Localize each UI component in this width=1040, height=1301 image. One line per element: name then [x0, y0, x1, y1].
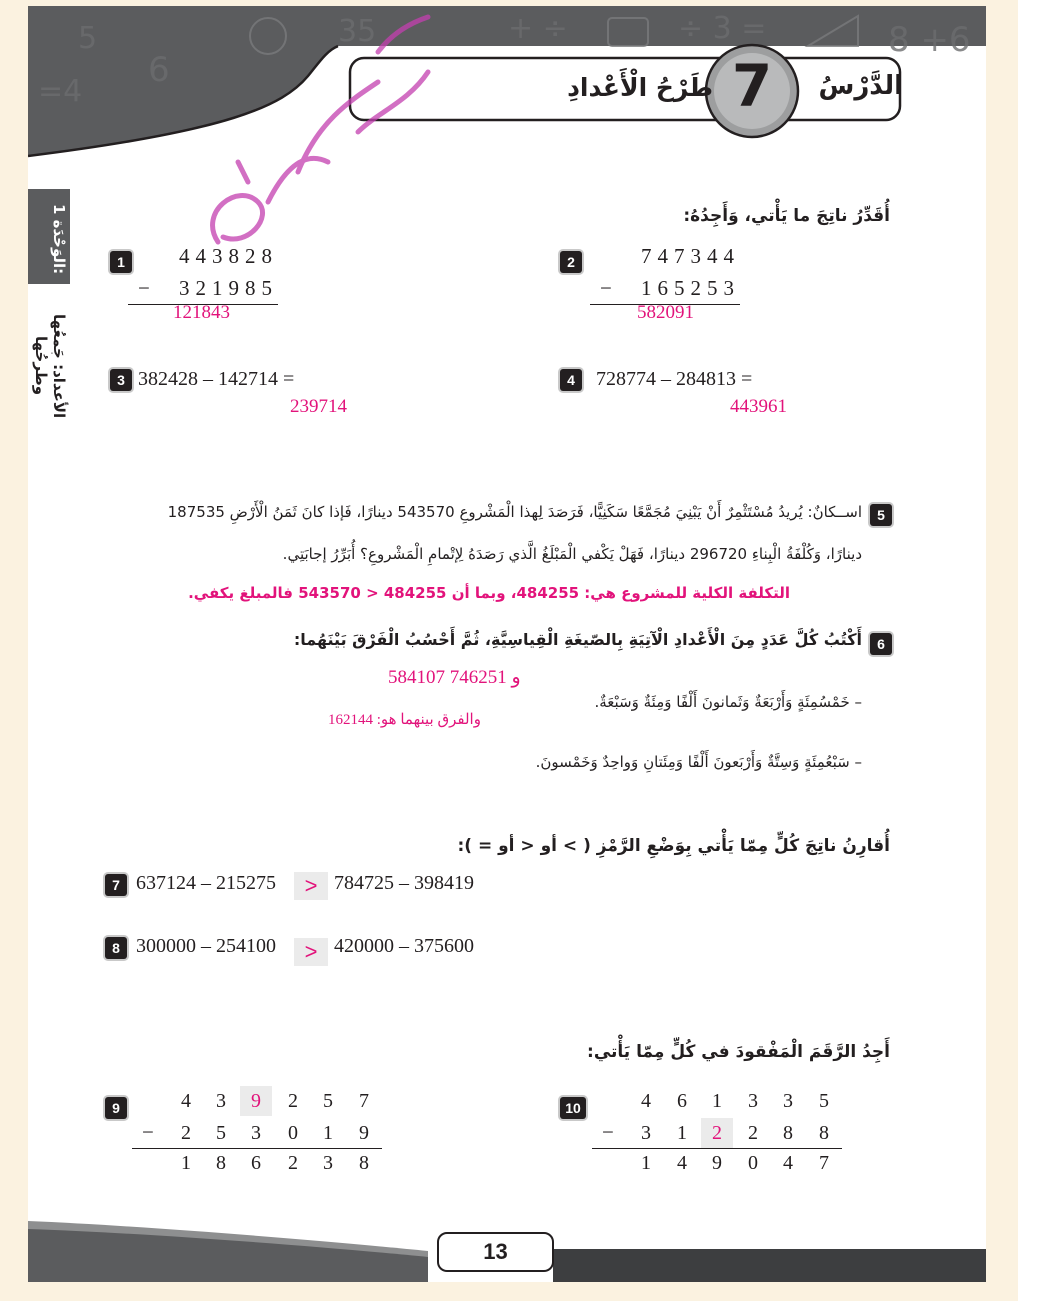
comparison-symbol: >	[294, 872, 328, 900]
q6-difference: والفرق بينهما هو: 162144	[328, 712, 481, 728]
svg-text:35: 35	[338, 14, 377, 49]
digit: 9	[359, 1122, 369, 1144]
digit: 1	[712, 1090, 722, 1112]
unit-label: الوَحْدَة 1:	[50, 203, 68, 275]
svg-text:=4: =4	[38, 74, 83, 109]
digit: 3	[783, 1090, 793, 1112]
digit: 2	[288, 1152, 298, 1174]
minuend: 443828	[179, 244, 278, 268]
digit: 5	[323, 1090, 333, 1112]
watermark-scribble	[178, 12, 478, 272]
minuend: 747344	[641, 244, 740, 268]
lesson-number: 7	[731, 52, 773, 120]
digit: 3	[216, 1090, 226, 1112]
unit-title: الأعداد: جَمعُها وطرحُها	[32, 313, 68, 419]
digit: 2	[748, 1122, 758, 1144]
digit: 1	[323, 1122, 333, 1144]
answer: 582091	[637, 302, 694, 323]
equation: 728774 – 284813 =	[596, 368, 753, 390]
section2-instruction: أُقارِنُ ناتِجَ كُلٍّ مِمّا يَأْتي بِوَضْعِ الرَّمْزِ ( > أو < أو = ):	[457, 836, 890, 856]
q6-answer-numbers: 584107 و 746251	[388, 667, 521, 688]
minus-sign: −	[142, 1120, 154, 1144]
digit: 2	[288, 1090, 298, 1112]
problem-badge: 10	[560, 1097, 586, 1119]
problem-badge: 2	[560, 251, 582, 273]
digit: 4	[641, 1090, 651, 1112]
answer: 121843	[173, 302, 230, 323]
digit: 5	[819, 1090, 829, 1112]
digit: 4	[783, 1152, 793, 1174]
missing-digit: 9	[240, 1086, 272, 1116]
digit: 3	[323, 1152, 333, 1174]
digit: 3	[748, 1090, 758, 1112]
q6-item1: – خَمْسُمِئَةٍ وَأَرْبَعَةٌ وَثَمانونَ أَلْفًا وَمِئَةٌ وَسَبْعَةٌ.	[594, 693, 862, 711]
digit: 8	[819, 1122, 829, 1144]
digit: 3	[641, 1122, 651, 1144]
problem-badge: 1	[110, 251, 132, 273]
digit: 0	[748, 1152, 758, 1174]
svg-text:6: 6	[148, 50, 170, 90]
minus-sign: −	[138, 276, 150, 300]
digit: 6	[251, 1152, 261, 1174]
minus-sign: −	[602, 1120, 614, 1144]
problem-badge: 7	[105, 874, 127, 896]
subtraction-line	[132, 1148, 382, 1149]
digit: 7	[819, 1152, 829, 1174]
svg-text:÷ 3 =: ÷ 3 =	[678, 11, 767, 46]
digit: 5	[216, 1122, 226, 1144]
q5-answer: التكلفة الكلية للمشروع هي: 484255، وبما أن 484255 < 543570 فالمبلغ يكفي.	[188, 584, 790, 602]
digit: 4	[181, 1090, 191, 1112]
subtrahend: 321985	[179, 276, 278, 300]
q6-instruction: أَكْتُبُ كُلَّ عَدَدٍ مِنَ الْأَعْدادِ الْآتِيَةِ بِالصّيغَةِ الْقِياسِيَّةِ، ثُمَّ أَحْسُبُ الْفَرْقَ بَيْنَهُما:	[293, 630, 862, 649]
q5-line1: اســكانٌ: يُريدُ مُسْتَثْمِرٌ أَنْ يَبْنِيَ مُجَمَّعًا سَكَنِيًّا، فَرَصَدَ لِهذا الْمَشْروعِ 543570 دينارًا، فَإذا كانَ ثَمَنُ الْأَرْضِ 187535	[167, 503, 862, 521]
section3-instruction: أَجِدُ الرَّقَمَ الْمَفْقودَ في كُلٍّ مِمّا يَأْتي:	[587, 1042, 890, 1062]
minus-sign: −	[600, 276, 612, 300]
page-edge	[1018, 0, 1040, 1301]
problem-badge: 6	[870, 633, 892, 655]
page-number: 13	[483, 1239, 508, 1264]
left-expression: 300000 – 254100	[136, 935, 276, 957]
problem-badge: 3	[110, 369, 132, 391]
problem-badge: 4	[560, 369, 582, 391]
comparison-symbol: >	[294, 938, 328, 966]
digit: 4	[677, 1152, 687, 1174]
digit: 7	[359, 1090, 369, 1112]
svg-text:8 +6: 8 +6	[888, 20, 971, 60]
digit: 1	[181, 1152, 191, 1174]
equation: 382428 – 142714 =	[138, 368, 295, 390]
digit: 8	[359, 1152, 369, 1174]
digit: 2	[181, 1122, 191, 1144]
right-expression: 420000 – 375600	[334, 935, 474, 957]
svg-text:+ ÷: + ÷	[508, 11, 568, 46]
lesson-label: الدَّرْسُ	[818, 71, 903, 101]
digit: 3	[251, 1122, 261, 1144]
missing-digit: 2	[701, 1118, 733, 1148]
svg-text:5: 5	[78, 21, 98, 56]
digit: 8	[783, 1122, 793, 1144]
answer: 443961	[730, 396, 787, 417]
worksheet-page	[28, 6, 986, 1282]
digit: 8	[216, 1152, 226, 1174]
left-expression: 637124 – 215275	[136, 872, 276, 894]
digit: 6	[677, 1090, 687, 1112]
digit: 9	[712, 1152, 722, 1174]
problem-badge: 9	[105, 1097, 127, 1119]
digit: 1	[641, 1152, 651, 1174]
q5-line2: دينارًا، وَكُلْفَةُ الْبِناءِ 296720 دينارًا، فَهَلْ يَكْفي الْمَبْلَغُ الَّذي رَصَدَهُ لِإتْمامِ الْمَشْروعِ؟ أُبَرِّرُ إجابَتِي.	[282, 545, 862, 563]
answer: 239714	[290, 396, 347, 417]
lesson-title: طَرْحُ الْأَعْدادِ	[567, 73, 713, 102]
right-expression: 784725 – 398419	[334, 872, 474, 894]
problem-badge: 8	[105, 937, 127, 959]
subtraction-line	[592, 1148, 842, 1149]
digit: 0	[288, 1122, 298, 1144]
digit: 1	[677, 1122, 687, 1144]
section1-instruction: أُقَدِّرُ ناتِجَ ما يَأْتي، وَأَجِدُهُ:	[683, 206, 890, 226]
problem-badge: 5	[870, 504, 892, 526]
subtrahend: 165253	[641, 276, 740, 300]
q6-item2: – سَبْعُمِئَةٍ وَسِتَّةٌ وَأَرْبَعونَ أَلْفًا وَمِئَتانِ وَواحِدٌ وَخَمْسونَ.	[535, 753, 862, 771]
